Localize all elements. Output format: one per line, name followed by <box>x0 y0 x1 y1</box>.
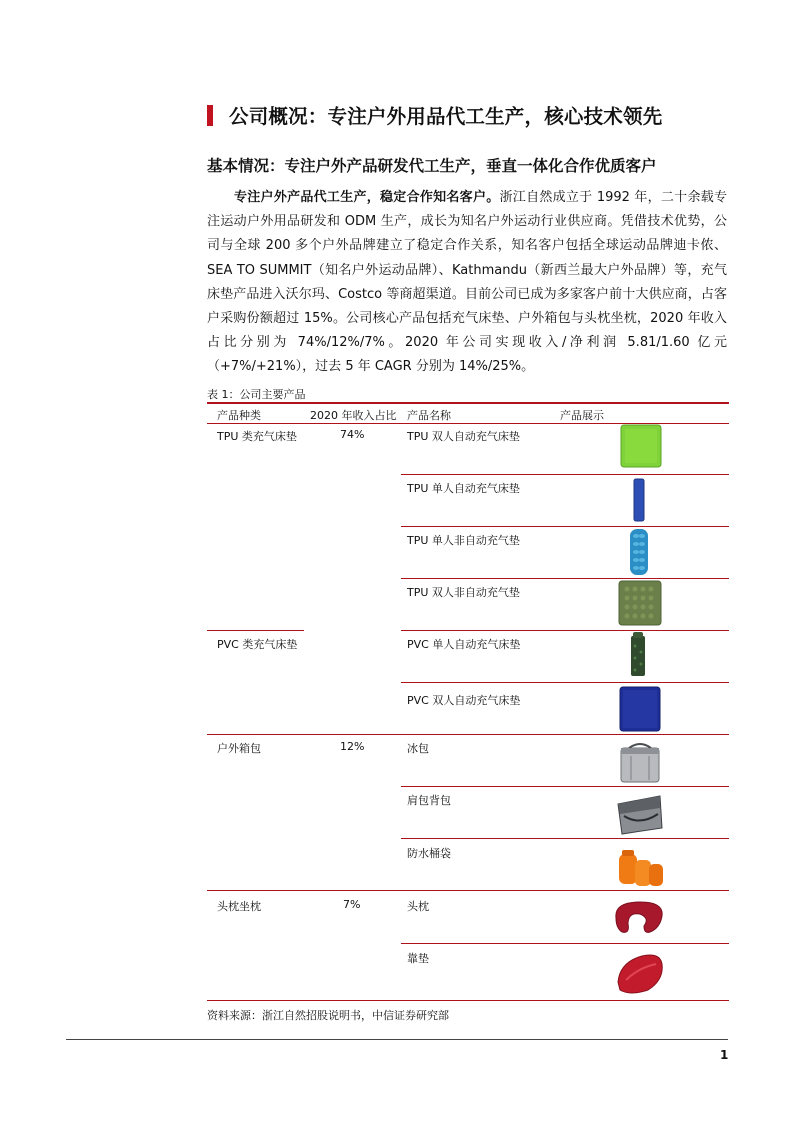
header-product-name: 产品名称 <box>407 409 451 422</box>
dry-bag-image <box>617 844 665 888</box>
tpu-single-air-pad-image <box>628 528 650 576</box>
category-share: 7% <box>343 898 361 911</box>
category-name: PVC 类充气床垫 <box>217 638 298 651</box>
product-name: 防水桶袋 <box>407 847 451 860</box>
category-name: TPU 类充气床垫 <box>217 430 297 443</box>
product-rule <box>401 786 729 787</box>
product-rule <box>401 526 729 527</box>
category-name: 头枕坐枕 <box>217 900 261 913</box>
product-rule <box>401 682 729 683</box>
table-caption: 表 1：公司主要产品 <box>207 388 306 401</box>
product-name: TPU 单人自动充气床垫 <box>407 482 520 495</box>
table-top-rule <box>207 402 729 404</box>
category-share: 74% <box>340 428 365 441</box>
product-name: 靠垫 <box>407 952 429 965</box>
product-rule <box>401 578 729 579</box>
header-category: 产品种类 <box>217 409 261 422</box>
section-title-text: 公司概况：专注户外用品代工生产，核心技术领先 <box>229 105 663 128</box>
pvc-double-self-inflating-mat-image <box>619 686 661 732</box>
product-name: PVC 单人自动充气床垫 <box>407 638 521 651</box>
product-name: TPU 单人非自动充气垫 <box>407 534 520 547</box>
source-note: 资料来源：浙江自然招股说明书，中信证券研究部 <box>207 1009 449 1022</box>
category-rule <box>207 630 304 631</box>
product-rule <box>401 838 729 839</box>
footer-rule <box>66 1039 728 1040</box>
product-name: PVC 双人自动充气床垫 <box>407 694 521 707</box>
cooler-bag-image <box>617 740 663 784</box>
body-paragraph <box>207 186 727 380</box>
paragraph-lead: 专注户外产品代工生产，稳定合作知名客户。 <box>234 190 500 205</box>
section-title-bar <box>207 105 213 126</box>
product-name: 冰包 <box>407 742 429 755</box>
cushion-image <box>614 950 666 996</box>
category-rule <box>207 734 729 735</box>
category-rule <box>207 890 729 891</box>
header-product-image: 产品展示 <box>560 409 604 422</box>
tpu-single-self-inflating-mat-image <box>632 478 646 522</box>
section-title <box>207 100 662 130</box>
category-name: 户外箱包 <box>217 742 261 755</box>
product-name: 头枕 <box>407 900 429 913</box>
paragraph-body: 浙江自然成立于 1992 年，二十余载专注运动户外用品研发和 ODM 生产，成长为知名户外运动行业供应商。凭借技术优势，公司与全球 200 多个户外品牌建立了稳定合作关系，知名客户包括全球运动品牌迪卡侬、SEA TO SUMMIT（知名户外运动品牌）、Kathmandu（新西兰最大户外品牌）等，充气床垫产品进入沃尔玛、Costco 等商超渠道。目前公司已成为多家客户前十大供应商，占客户采购份额超过 15%。公司核心产品包括充气床垫、户外箱包与头枕坐枕，2020 年收入占比分别为 74%/12%/7%。2020 年公司实现收入/净利润 5.81/1.60 亿元（+7%/+21%），过去 5 年 CAGR 分别为 14%/25%。 <box>207 190 727 375</box>
product-rule <box>401 943 729 944</box>
neck-pillow-image <box>610 898 668 936</box>
tpu-double-air-pad-image <box>618 580 662 626</box>
product-name: TPU 双人非自动充气垫 <box>407 586 520 599</box>
table-bottom-rule <box>207 1000 729 1001</box>
product-name: 肩包背包 <box>407 794 451 807</box>
pvc-single-self-inflating-mat-image <box>628 632 648 678</box>
subtitle: 基本情况：专注户外产品研发代工生产，垂直一体化合作优质客户 <box>207 157 657 175</box>
product-name: TPU 双人自动充气床垫 <box>407 430 520 443</box>
shoulder-backpack-image <box>614 792 666 836</box>
header-share: 2020 年收入占比 <box>310 409 397 422</box>
product-rule <box>401 474 729 475</box>
tpu-double-self-inflating-mat-image <box>620 424 662 468</box>
page-number: 1 <box>720 1048 729 1062</box>
category-share: 12% <box>340 740 365 753</box>
product-rule <box>401 630 729 631</box>
